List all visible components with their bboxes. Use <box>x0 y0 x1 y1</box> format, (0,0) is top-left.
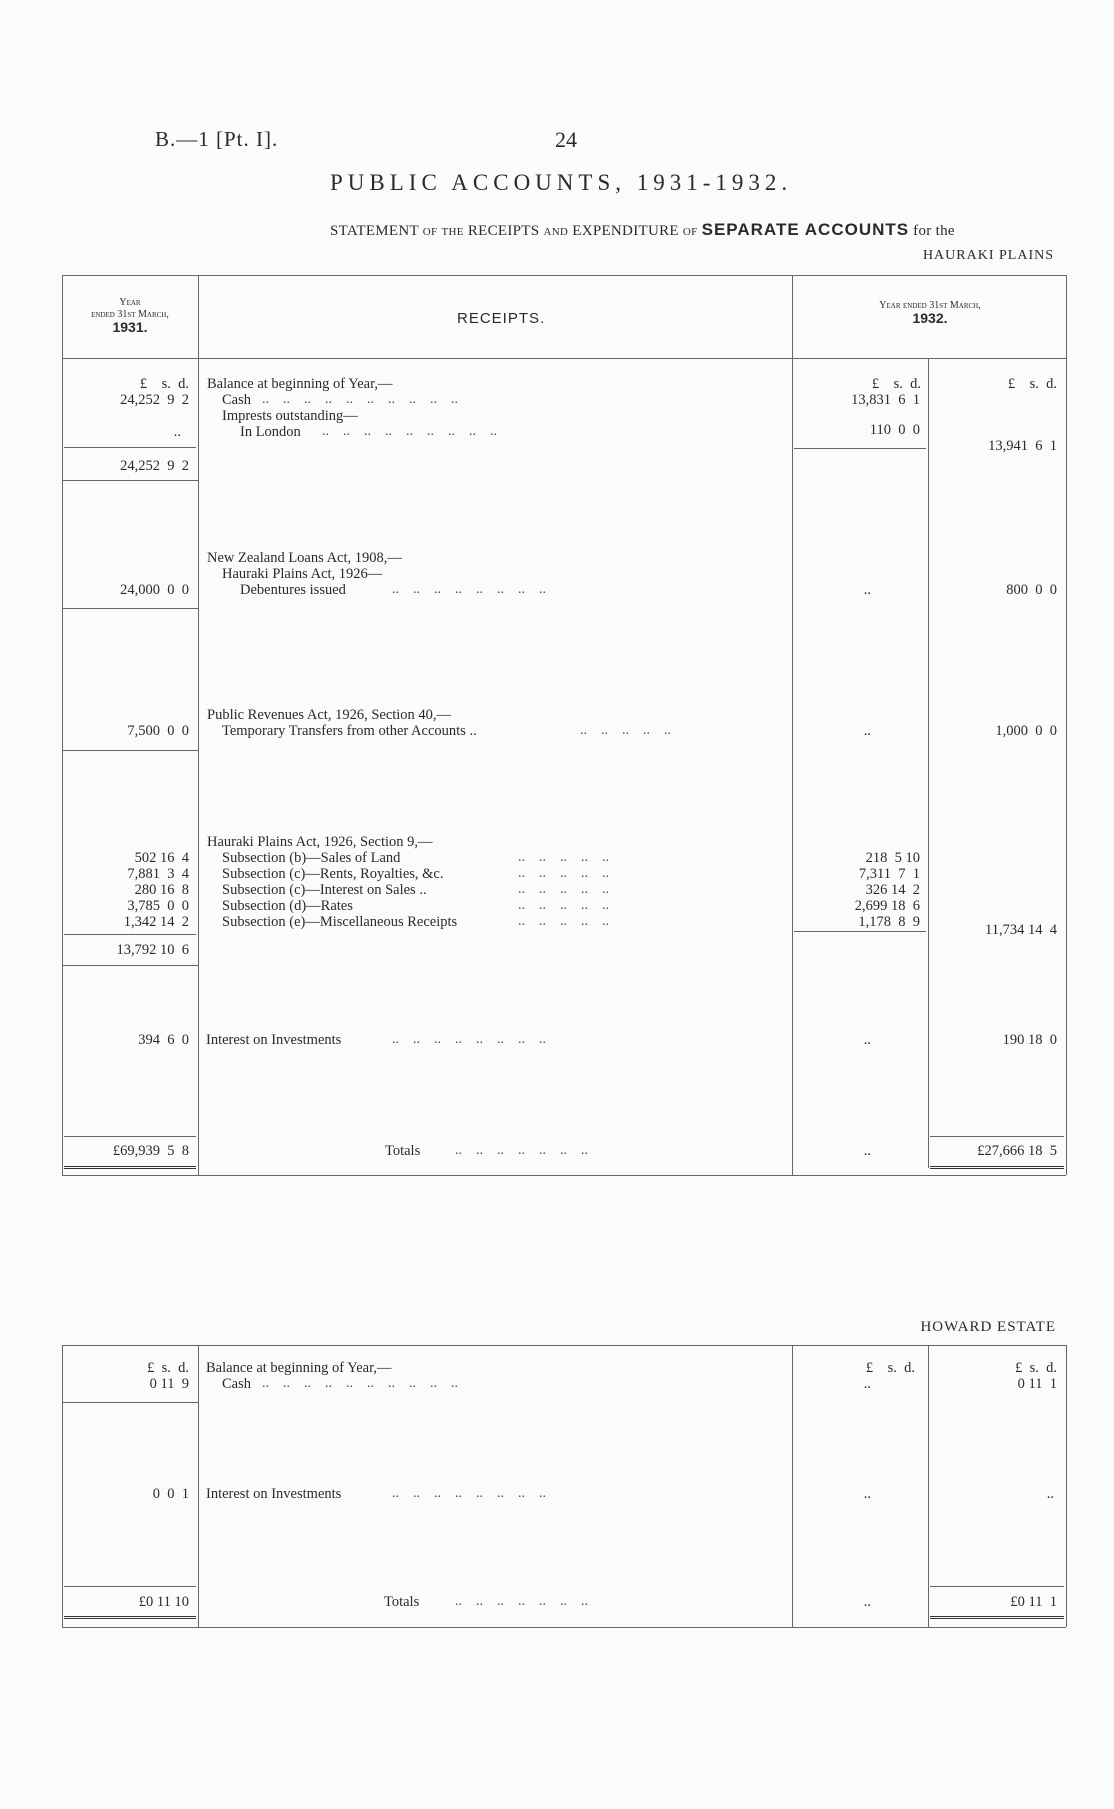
plains-row-prev: 1,342 14 2 <box>123 914 189 930</box>
loans-curr: 800 0 0 <box>1006 582 1057 598</box>
plains-row-prev: 7,881 3 4 <box>127 866 189 882</box>
cash-prev: 24,252 9 2 <box>120 392 189 408</box>
loans-line2: Hauraki Plains Act, 1926— <box>222 566 383 582</box>
col-year-curr: Year ended 31st March, 1932. <box>879 300 981 326</box>
plains-row-label: Subsection (d)—Rates <box>222 898 353 914</box>
howard-totals-label: Totals <box>384 1594 420 1610</box>
plains-heading: Hauraki Plains Act, 1926, Section 9,— <box>207 834 433 850</box>
statement-suffix: for the <box>913 223 955 239</box>
currency-prev: £ s. d. <box>139 376 189 392</box>
howard-currency-mid: £ s. d. <box>865 1360 915 1376</box>
cash-label: Cash <box>222 392 251 408</box>
page-title: PUBLIC ACCOUNTS, 1931-1932. <box>330 170 793 195</box>
plains-row-mid: 7,311 7 1 <box>858 866 920 882</box>
plains-row-prev: 502 16 4 <box>134 850 189 866</box>
imprests-label: Imprests outstanding— <box>222 408 358 424</box>
investments-label: Interest on Investments <box>206 1032 342 1048</box>
balance-subtotal-prev: 24,252 9 2 <box>120 458 189 474</box>
investments-mid: .. <box>863 1032 871 1048</box>
howard-investments-label: Interest on Investments <box>206 1486 342 1502</box>
revenues-prev: 7,500 0 0 <box>127 723 189 739</box>
statement-heading <box>330 220 955 240</box>
london-curr: 110 0 0 <box>869 422 920 438</box>
revenues-mid: .. <box>863 723 871 739</box>
investments-prev: 394 6 0 <box>138 1032 189 1048</box>
totals-mid: .. <box>863 1143 871 1159</box>
plains-row-prev: 280 16 8 <box>134 882 189 898</box>
plains-row-label: Subsection (c)—Rents, Royalties, &c. <box>222 866 444 882</box>
london-label: In London <box>240 424 301 440</box>
howard-investments-prev: 0 0 1 <box>152 1486 189 1502</box>
howard-balance-label: Balance at beginning of Year,— <box>206 1360 392 1376</box>
plains-row-mid: 2,699 18 6 <box>854 898 920 914</box>
howard-cash-curr: 0 11 1 <box>1017 1376 1057 1392</box>
howard-totals-curr: £0 11 1 <box>1010 1594 1057 1610</box>
howard-currency-curr: £ s. d. <box>1015 1360 1057 1376</box>
howard-investments-mid: .. <box>863 1486 871 1502</box>
howard-currency-prev: £ s. d. <box>147 1360 189 1376</box>
loans-line3: Debentures issued <box>240 582 346 598</box>
col-receipts: RECEIPTS. <box>457 310 546 327</box>
plains-row-label: Subsection (b)—Sales of Land <box>222 850 401 866</box>
statement-bold: SEPARATE ACCOUNTS <box>701 220 910 239</box>
howard-investments-curr: .. <box>1046 1486 1054 1502</box>
plains-row-mid: 1,178 8 9 <box>858 914 920 930</box>
hauraki-heading: HAURAKI PLAINS <box>922 248 1054 263</box>
howard-cash-mid: .. <box>863 1376 871 1392</box>
page-number: 24 <box>555 127 577 152</box>
currency-mid: £ s. d. <box>871 376 921 392</box>
loans-mid: .. <box>863 582 871 598</box>
howard-heading: HOWARD ESTATE <box>920 1319 1056 1335</box>
howard-cash-label: Cash <box>222 1376 251 1392</box>
howard-cash-prev: 0 11 9 <box>149 1376 189 1392</box>
totals-label: Totals <box>385 1143 421 1159</box>
plains-row-mid: 326 14 2 <box>865 882 920 898</box>
revenues-line2: Temporary Transfers from other Accounts .. <box>222 723 477 739</box>
page-reference: B.—1 [Pt. I]. <box>155 127 279 151</box>
howard-totals-prev: £0 11 10 <box>138 1594 189 1610</box>
totals-prev: £69,939 5 8 <box>112 1143 189 1159</box>
plains-row-prev: 3,785 0 0 <box>127 898 189 914</box>
plains-subtotal-prev: 13,792 10 6 <box>116 942 189 958</box>
investments-curr: 190 18 0 <box>1002 1032 1057 1048</box>
plains-row-label: Subsection (c)—Interest on Sales .. <box>222 882 427 898</box>
cash-curr: 13,831 6 1 <box>851 392 920 408</box>
plains-row-label: Subsection (e)—Miscellaneous Receipts <box>222 914 458 930</box>
totals-curr: £27,666 18 5 <box>977 1143 1057 1159</box>
plains-row-mid: 218 5 10 <box>865 850 920 866</box>
loans-prev: 24,000 0 0 <box>120 582 189 598</box>
howard-totals-mid: .. <box>863 1594 871 1610</box>
revenues-curr: 1,000 0 0 <box>995 723 1057 739</box>
balance-total-curr: 13,941 6 1 <box>988 438 1057 454</box>
statement-prefix: STATEMENT of the RECEIPTS and EXPENDITURE of <box>330 223 698 239</box>
london-prev: .. <box>173 424 181 440</box>
balance-label: Balance at beginning of Year,— <box>207 376 393 392</box>
plains-total-curr: 11,734 14 4 <box>985 922 1057 938</box>
col-year-prev: Year ended 31st March, 1931. <box>91 297 169 335</box>
loans-line1: New Zealand Loans Act, 1908,— <box>207 550 402 566</box>
revenues-line1: Public Revenues Act, 1926, Section 40,— <box>207 707 452 723</box>
currency-curr: £ s. d. <box>1007 376 1057 392</box>
